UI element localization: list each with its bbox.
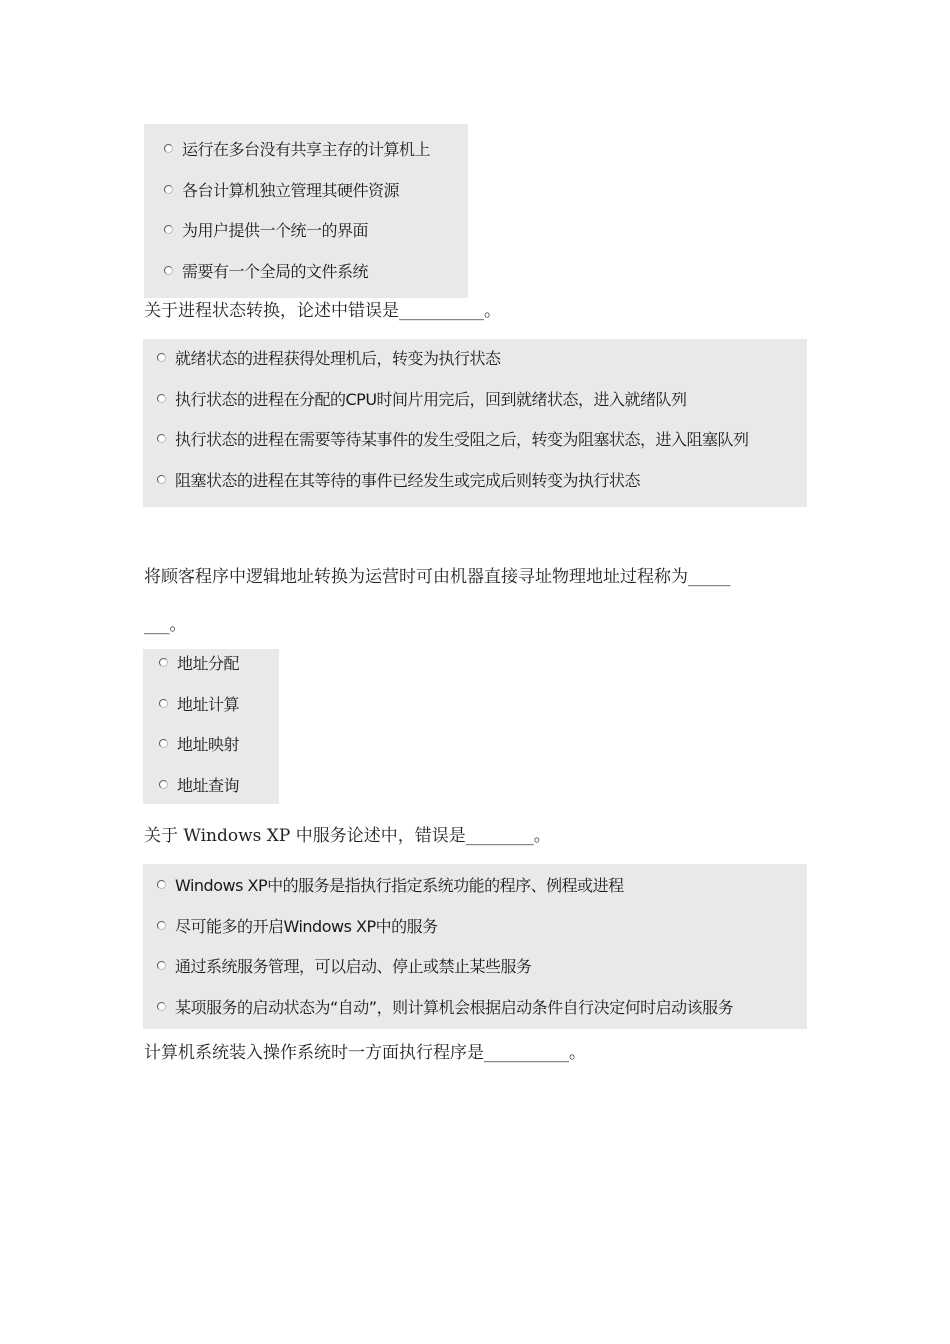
q2-option-c[interactable] [159, 729, 239, 757]
option-label: 阻塞状态的进程在其等待的事件已经发生或完成后则转变为执行状态 [175, 470, 641, 490]
q3-option-b[interactable] [157, 911, 438, 939]
q2-option-b[interactable] [159, 689, 239, 717]
radio-button[interactable] [164, 185, 173, 194]
radio-button[interactable] [159, 780, 168, 789]
q3-option-a[interactable] [157, 870, 624, 898]
radio-button[interactable] [157, 475, 166, 484]
option-label: 需要有一个全局的文件系统 [182, 261, 369, 281]
radio-button[interactable] [159, 658, 168, 667]
radio-button[interactable] [157, 394, 166, 403]
q1-option-a[interactable] [157, 343, 501, 371]
q3-option-c[interactable] [157, 951, 532, 979]
option-label: 执行状态的进程在需要等待某事件的发生受阻之后，转变为阻塞状态，进入阻塞队列 [175, 429, 749, 449]
option-label: 地址计算 [177, 694, 240, 714]
radio-button[interactable] [159, 699, 168, 708]
q1-option-d[interactable] [157, 465, 640, 493]
q1-text: 关于进程状态转换，论述中错误是__________。 [144, 301, 501, 321]
option-label: Windows XP中的服务是指执行指定系统功能的程序、例程或进程 [175, 875, 624, 895]
radio-button[interactable] [157, 961, 166, 970]
q3-options [143, 864, 807, 1029]
q1-option-c[interactable] [157, 424, 749, 452]
option-label: 为用户提供一个统一的界面 [182, 220, 369, 240]
q1-option-b[interactable] [157, 384, 687, 412]
radio-button[interactable] [164, 144, 173, 153]
radio-button[interactable] [157, 353, 166, 362]
q0-option-c[interactable] [164, 215, 368, 243]
option-label: 运行在多台没有共享主存的计算机上 [182, 139, 431, 159]
option-label: 地址查询 [177, 775, 240, 795]
q1-options [143, 339, 807, 507]
q4-text: 计算机系统装入操作系统时一方面执行程序是__________。 [144, 1043, 586, 1063]
radio-button[interactable] [159, 739, 168, 748]
option-label: 某项服务的启动状态为“自动”，则计算机会根据启动条件自行决定何时启动该服务 [175, 997, 734, 1017]
q0-option-a[interactable] [164, 134, 430, 162]
q0-option-d[interactable] [164, 256, 368, 284]
option-label: 各台计算机独立管理其硬件资源 [182, 180, 400, 200]
q2-option-d[interactable] [159, 770, 239, 798]
radio-button[interactable] [164, 225, 173, 234]
q2-text-line2: ___。 [144, 615, 187, 635]
option-label: 地址分配 [177, 653, 240, 673]
q2-option-a[interactable] [159, 648, 239, 676]
q2-text-line1: 将顾客程序中逻辑地址转换为运营时可由机器直接寻址物理地址过程称为_____ [144, 567, 731, 587]
radio-button[interactable] [157, 880, 166, 889]
option-label: 就绪状态的进程获得处理机后，转变为执行状态 [175, 348, 501, 368]
option-label: 地址映射 [177, 734, 240, 754]
q3-option-d[interactable] [157, 992, 733, 1020]
radio-button[interactable] [164, 266, 173, 275]
radio-button[interactable] [157, 434, 166, 443]
option-label: 尽可能多的开启Windows XP中的服务 [175, 916, 438, 936]
q2-options [143, 649, 279, 804]
radio-button[interactable] [157, 1002, 166, 1011]
option-label: 执行状态的进程在分配的CPU时间片用完后，回到就绪状态，进入就绪队列 [175, 389, 687, 409]
radio-button[interactable] [157, 921, 166, 930]
q0-option-b[interactable] [164, 175, 399, 203]
q0-options [144, 124, 468, 298]
option-label: 通过系统服务管理，可以启动、停止或禁止某些服务 [175, 956, 532, 976]
q3-text: 关于 Windows XP 中服务论述中，错误是________。 [144, 826, 551, 846]
